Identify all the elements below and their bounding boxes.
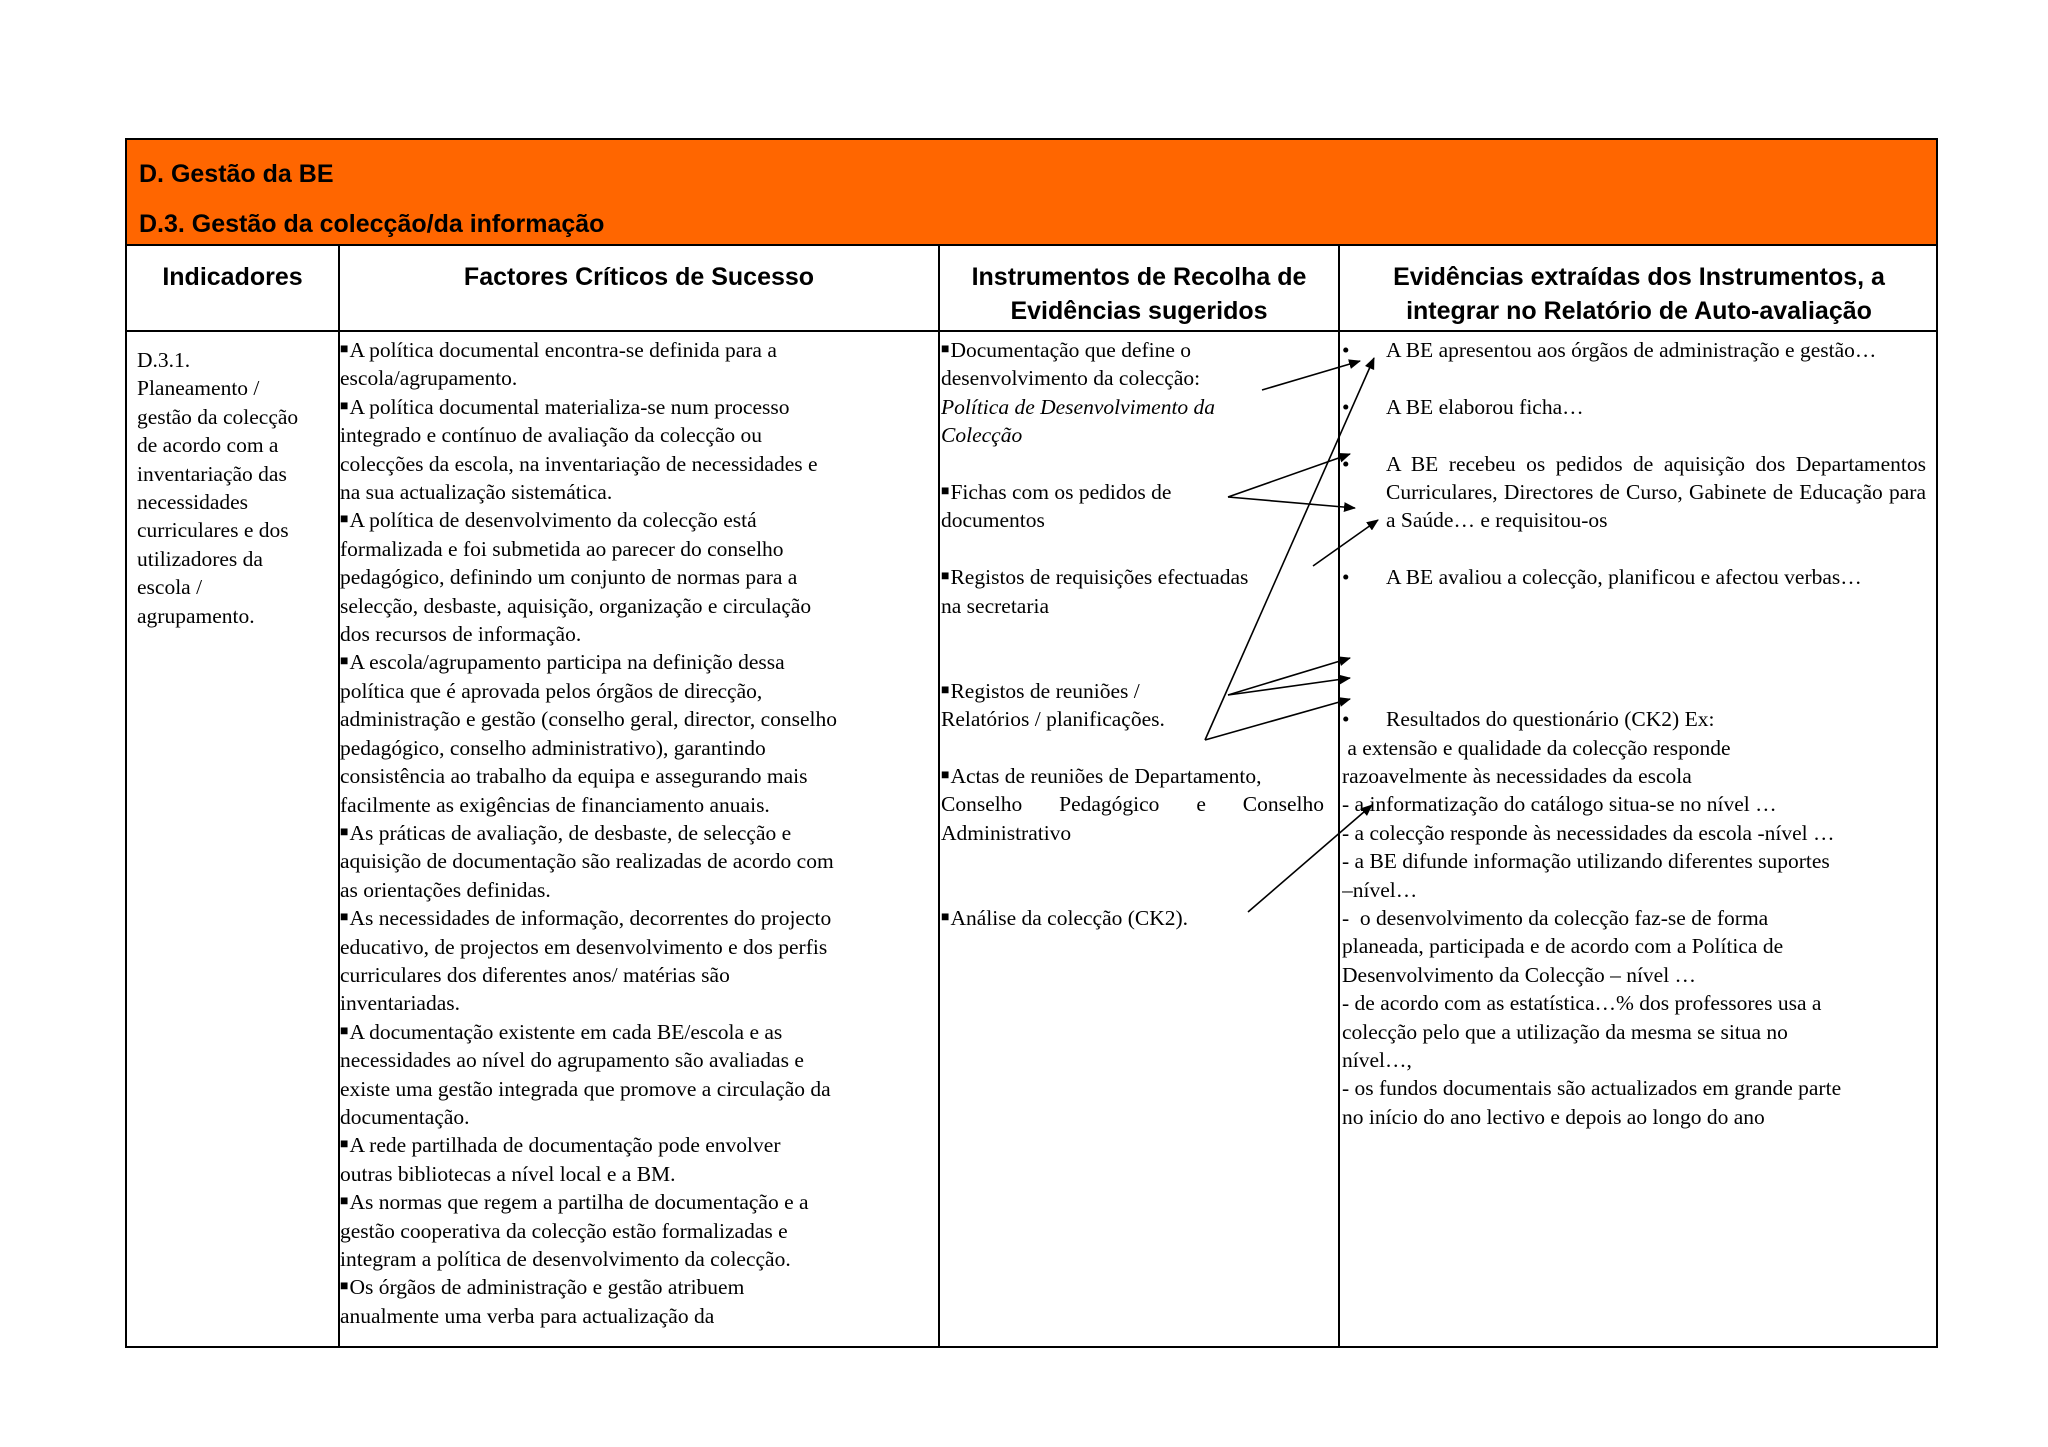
questionnaire-result-line: Desenvolvimento da Colecção – nível … (1342, 962, 1697, 987)
column-header-line: Evidências extraídas dos Instrumentos, a (1393, 263, 1885, 291)
success-factor-line (340, 1018, 922, 1046)
success-factor-text: documentação. (340, 1104, 470, 1129)
success-factor-line (340, 1160, 922, 1188)
success-factor-line (340, 1075, 922, 1103)
instrument-line: Registos de requisições efectuadas (950, 565, 1249, 590)
success-factor-text: curriculares dos diferentes anos/ matérias são (340, 962, 730, 987)
instrument-line: Análise da colecção (CK2). (950, 906, 1189, 931)
success-factor-item (340, 1273, 922, 1330)
success-factor-text: administração e gestão (conselho geral, director, conselho (340, 707, 838, 732)
square-bullet-icon: ■ (340, 342, 349, 357)
questionnaire-result-line: - o desenvolvimento da colecção faz-se de forma (1342, 906, 1769, 931)
success-factor-line (340, 535, 922, 563)
success-factor-line (340, 933, 922, 961)
indicator-line: curriculares e dos (137, 518, 289, 543)
success-factor-line (340, 563, 922, 591)
success-factor-text: A política de desenvolvimento da colecção está (349, 508, 757, 533)
success-factor-line (340, 876, 922, 904)
success-factor-line (340, 648, 922, 676)
instrument-item (941, 762, 1324, 847)
indicator-line: escola / (137, 575, 203, 600)
section-title: D. Gestão da BE (139, 160, 334, 188)
questionnaire-results (1342, 734, 1926, 1132)
column-header-indicadores (127, 246, 338, 332)
column-header-instrumentos (940, 246, 1338, 332)
indicator-line: de acordo com a (137, 433, 279, 458)
evidence-item (1342, 336, 1926, 364)
success-factor-line (340, 1302, 922, 1330)
success-factor-text: outras bibliotecas a nível local e a BM. (340, 1161, 676, 1186)
success-factor-line (340, 506, 922, 534)
success-factor-item (340, 1018, 922, 1132)
indicator-line: Planeamento / (137, 376, 260, 401)
success-factor-item (340, 336, 922, 393)
instrument-line: Relatórios / planificações. (941, 707, 1165, 732)
success-factor-item (340, 506, 922, 648)
success-factor-text: selecção, desbaste, aquisição, organização e circulação (340, 593, 812, 618)
section-subtitle: D.3. Gestão da colecção/da informação (139, 210, 605, 238)
success-factor-text: A rede partilhada de documentação pode envolver (349, 1133, 781, 1158)
instrumentos-cell (941, 332, 1324, 1346)
success-factor-item (340, 1131, 922, 1188)
questionnaire-result-line: - os fundos documentais são actualizados em grande parte (1342, 1076, 1842, 1101)
success-factor-text: na sua actualização sistemática. (340, 480, 613, 505)
indicator-cell (137, 332, 327, 1346)
questionnaire-result-line: nível…, (1342, 1048, 1412, 1073)
questionnaire-result-line: razoavelmente às necessidades da escola (1342, 764, 1692, 789)
evidence-item (1342, 450, 1926, 535)
success-factor-text: colecções da escola, na inventariação de necessidades e (340, 451, 818, 476)
evaluation-table (125, 138, 1938, 1348)
questionnaire-result-line: planeada, participada e de acordo com a Política de (1342, 934, 1784, 959)
questionnaire-result-line: no início do ano lectivo e depois ao longo do ano (1342, 1104, 1765, 1129)
instrument-line: Administrativo (941, 820, 1072, 845)
questionnaire-result-line: - a informatização do catálogo situa-se no nível … (1342, 792, 1777, 817)
success-factor-text: As práticas de avaliação, de desbaste, de selecção e (349, 820, 792, 845)
success-factor-text: educativo, de projectos em desenvolvimento e dos perfis (340, 934, 828, 959)
square-bullet-icon: ■ (941, 569, 950, 585)
questionnaire-result-line: a extensão e qualidade da colecção responde (1342, 735, 1731, 760)
success-factor-text: Os órgãos de administração e gestão atribuem (349, 1275, 745, 1300)
instrument-line: desenvolvimento da colecção: (941, 366, 1201, 391)
column-header-factores (340, 246, 938, 332)
bullet-icon: • (1342, 707, 1350, 732)
factores-cell (340, 332, 922, 1346)
column-header-line: Evidências sugeridos (1010, 297, 1268, 325)
success-factor-text: consistência ao trabalho da equipa e assegurando mais (340, 764, 808, 789)
instrument-item (941, 336, 1324, 450)
success-factor-item (340, 1188, 922, 1273)
success-factor-line (340, 1046, 922, 1074)
instrument-line: Política de Desenvolvimento da (941, 394, 1216, 419)
column-header-line: Instrumentos de Recolha de (971, 263, 1307, 291)
success-factor-text: as orientações definidas. (340, 877, 551, 902)
success-factor-text: A política documental encontra-se definida para a (349, 338, 777, 362)
square-bullet-icon: ■ (340, 1137, 349, 1153)
indicator-line: agrupamento. (137, 603, 255, 628)
instrument-line: Fichas com os pedidos de (950, 480, 1172, 505)
questionnaire-result-line: –nível… (1342, 877, 1418, 902)
success-factor-line (340, 1273, 922, 1301)
square-bullet-icon: ■ (941, 342, 950, 357)
instrument-line: Actas de reuniões de Departamento, (950, 764, 1262, 789)
success-factor-text: gestão cooperativa da colecção estão formalizadas e (340, 1218, 788, 1243)
success-factor-text: inventariadas. (340, 991, 460, 1016)
square-bullet-icon: ■ (941, 910, 950, 926)
square-bullet-icon: ■ (340, 1279, 349, 1295)
success-factor-text: integrado e contínuo de avaliação da colecção ou (340, 423, 763, 448)
success-factor-text: pedagógico, conselho administrativo), garantindo (340, 735, 766, 760)
success-factor-line (340, 393, 922, 421)
instrument-item (941, 904, 1324, 932)
evidence-item (1342, 563, 1926, 591)
indicator-line: necessidades (137, 490, 249, 515)
instrument-item (941, 677, 1324, 734)
column-divider (1338, 246, 1340, 1346)
bullet-icon: • (1342, 565, 1350, 590)
square-bullet-icon: ■ (340, 398, 349, 414)
success-factor-text: As normas que regem a partilha de documentação e a (349, 1190, 809, 1215)
bullet-icon: • (1342, 394, 1350, 419)
success-factor-line (340, 1103, 922, 1131)
success-factor-text: existe uma gestão integrada que promove a circulação da (340, 1076, 831, 1101)
success-factor-line (340, 762, 922, 790)
success-factor-line (340, 1217, 922, 1245)
success-factor-line (340, 989, 922, 1017)
success-factor-text: pedagógico, definindo um conjunto de normas para a (340, 565, 798, 590)
instrument-item (941, 563, 1324, 620)
square-bullet-icon: ■ (340, 512, 349, 528)
success-factor-line (340, 1131, 922, 1159)
questionnaire-result-line: - a BE difunde informação utilizando diferentes suportes (1342, 849, 1830, 874)
success-factor-line (340, 734, 922, 762)
square-bullet-icon: ■ (340, 654, 349, 670)
square-bullet-icon: ■ (941, 484, 950, 500)
evidence-text: A BE avaliou a colecção, planificou e afectou verbas… (1386, 565, 1862, 590)
success-factor-line (340, 847, 922, 875)
success-factor-text: A documentação existente em cada BE/escola e as (349, 1019, 783, 1044)
success-factor-text: escola/agrupamento. (340, 366, 518, 391)
instrument-line: Colecção (941, 423, 1023, 448)
square-bullet-icon: ■ (941, 768, 950, 784)
success-factor-text: necessidades ao nível do agrupamento são avaliadas e (340, 1048, 804, 1073)
instrument-line: na secretaria (941, 593, 1050, 618)
instrument-line: Conselho Pedagógico e Conselho (941, 792, 1324, 817)
success-factor-line (340, 961, 922, 989)
indicator-line: inventariação das (137, 461, 287, 486)
success-factor-line (340, 677, 922, 705)
success-factor-item (340, 904, 922, 1018)
success-factor-text: A escola/agrupamento participa na definição dessa (349, 650, 785, 675)
evidence-text: A BE apresentou aos órgãos de administração e gestão… (1386, 338, 1877, 362)
indicator-line: utilizadores da (137, 546, 263, 571)
success-factor-line (340, 364, 922, 392)
evidence-item (1342, 393, 1926, 421)
success-factor-text: facilmente as exigências de financiamento anuais. (340, 792, 770, 817)
section-header-band (127, 140, 1936, 246)
instrument-line: documentos (941, 508, 1045, 533)
indicator-code: D.3.1. (137, 348, 191, 372)
column-header-line: integrar no Relatório de Auto-avaliação (1406, 297, 1872, 325)
success-factor-text: A política documental materializa-se num processo (349, 394, 790, 419)
evidence-item (1342, 705, 1926, 733)
instrument-line: Documentação que define o (950, 338, 1192, 362)
success-factor-line (340, 819, 922, 847)
questionnaire-result-line: - a colecção responde às necessidades da escola -nível … (1342, 820, 1835, 845)
success-factor-line (340, 336, 922, 364)
instrument-item (941, 478, 1324, 535)
column-divider (938, 246, 940, 1346)
success-factor-item (340, 393, 922, 507)
square-bullet-icon: ■ (340, 824, 349, 840)
success-factor-text: política que é aprovada pelos órgãos de direcção, (340, 678, 763, 703)
square-bullet-icon: ■ (340, 1023, 349, 1039)
success-factor-line (340, 904, 922, 932)
success-factor-line (340, 791, 922, 819)
success-factor-line (340, 478, 922, 506)
success-factor-text: integram a política de desenvolvimento da colecção. (340, 1247, 791, 1271)
questionnaire-result-line: - de acordo com as estatística…% dos professores usa a (1342, 991, 1822, 1016)
success-factor-text: As necessidades de informação, decorrentes do projecto (349, 906, 832, 931)
instrument-line: Registos de reuniões / (950, 678, 1140, 703)
success-factor-line (340, 421, 922, 449)
indicator-line: gestão da colecção (137, 404, 299, 429)
success-factor-text: anualmente uma verba para actualização da (340, 1303, 715, 1328)
square-bullet-icon: ■ (340, 910, 349, 926)
bullet-icon: • (1342, 338, 1350, 362)
column-header-label: Indicadores (162, 263, 303, 291)
success-factor-line (340, 1188, 922, 1216)
success-factor-line (340, 450, 922, 478)
success-factor-line (340, 705, 922, 733)
success-factor-line (340, 620, 922, 648)
square-bullet-icon: ■ (941, 682, 950, 698)
evidencias-cell (1342, 332, 1926, 1346)
square-bullet-icon: ■ (340, 1194, 349, 1210)
evidence-text: Resultados do questionário (CK2) Ex: (1386, 707, 1715, 732)
questionnaire-result-line: colecção pelo que a utilização da mesma se situa no (1342, 1019, 1788, 1044)
evidence-text: A BE elaborou ficha… (1386, 394, 1584, 419)
column-header-evidencias (1340, 246, 1938, 332)
success-factor-text: dos recursos de informação. (340, 622, 582, 647)
evidence-text: A BE recebeu os pedidos de aquisição dos Departamentos Curriculares, Directores de Curso, Gabinete de Educação para a Saúde… e requisitou-os (1386, 451, 1926, 533)
success-factor-item (340, 648, 922, 818)
success-factor-line (340, 592, 922, 620)
success-factor-text: aquisição de documentação são realizadas de acordo com (340, 849, 834, 874)
success-factor-line (340, 1245, 922, 1273)
column-header-label: Factores Críticos de Sucesso (463, 263, 815, 291)
success-factor-item (340, 819, 922, 904)
success-factor-text: formalizada e foi submetida ao parecer do conselho (340, 536, 784, 561)
bullet-icon: • (1342, 451, 1350, 476)
